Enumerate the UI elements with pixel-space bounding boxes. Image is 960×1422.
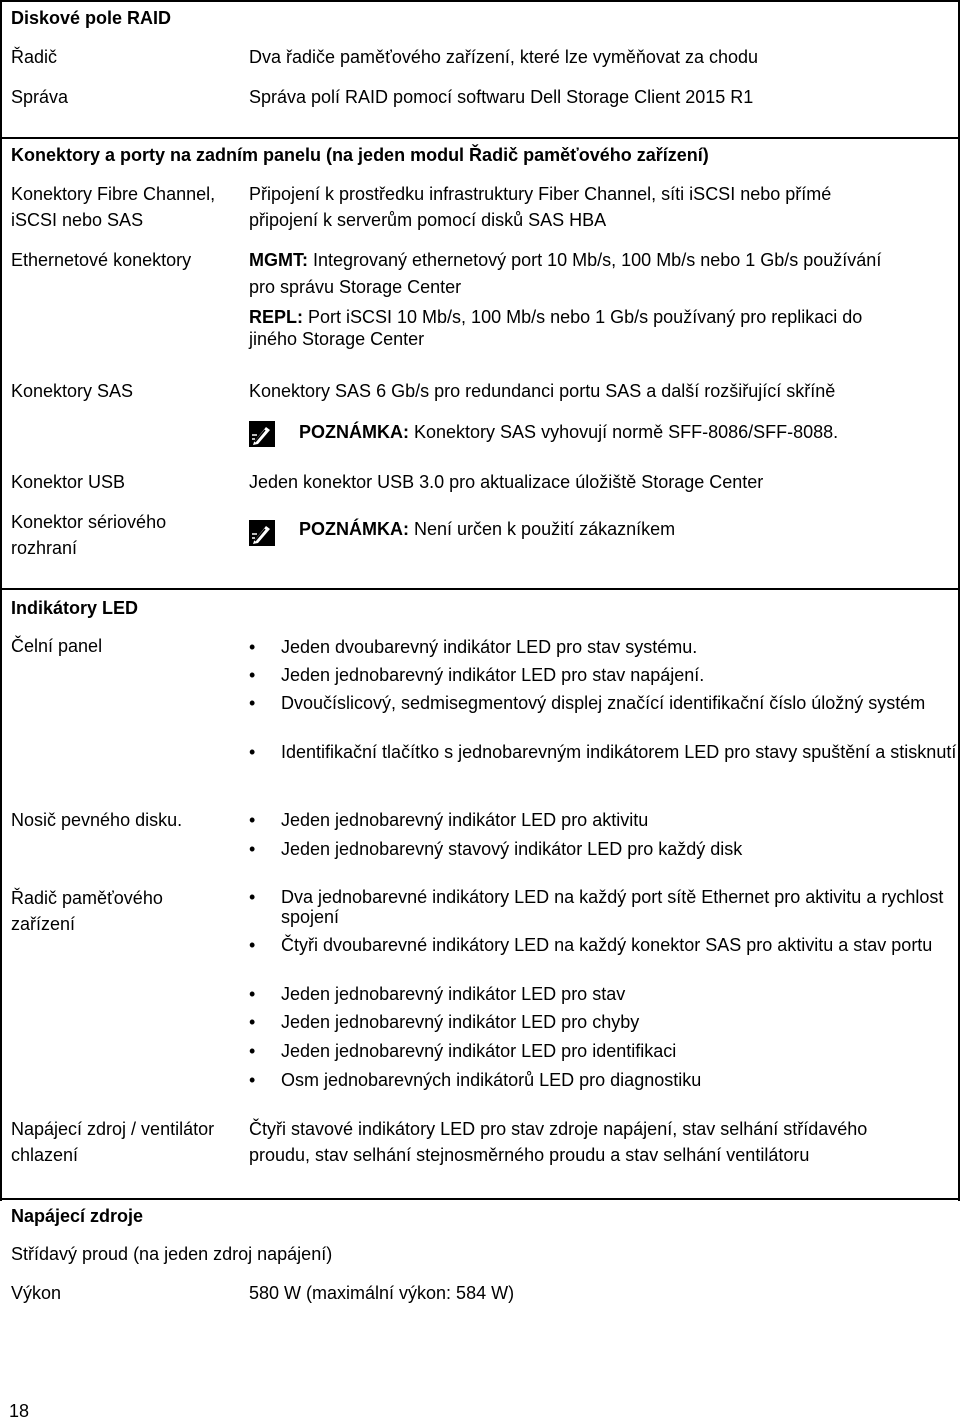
divider [0,0,960,2]
note-sas [299,419,838,445]
row-label-output: Výkon [11,1283,62,1303]
section-title-power: Napájecí zdroje [11,1206,144,1226]
table-left-border [0,0,2,1201]
note-text: Konektory SAS vyhovují normě SFF-8086/SFF-8088. [409,422,839,442]
bullet: • [249,665,256,685]
note-serial [299,516,675,542]
list-item-text: Jeden dvoubarevný indikátor LED pro stav systému. [281,637,698,657]
row-value-repl-2: jiného Storage Center [249,329,425,349]
list-item-text: Dva jednobarevné indikátory LED na každý port sítě Ethernet pro aktivitu a rychlost spojení [281,887,944,927]
list-item-text: Jeden jednobarevný indikátor LED pro chyby [281,1012,640,1032]
note-icon [249,421,275,447]
divider [0,1198,960,1200]
row-label-psu-2: chlazení [11,1145,79,1165]
row-label-controller-led-1: Řadič paměťového [11,888,163,908]
section-title-connectors: Konektory a porty na zadním panelu (na jeden modul Řadič paměťového zařízení) [11,145,709,165]
bullet: • [249,839,256,859]
divider [0,137,960,139]
row-value-mgmt-2: pro správu Storage Center [249,277,462,297]
list-item-text: Jeden jednobarevný indikátor LED pro identifikaci [281,1041,677,1061]
list-item-text: Jeden jednobarevný stavový indikátor LED pro každý disk [281,839,743,859]
row-value-mgmt-1 [249,247,881,273]
row-label-serial-1: Konektor sériového [11,512,167,532]
row-value-management: Správa polí RAID pomocí softwaru Dell Storage Client 2015 R1 [249,87,754,107]
section-title-led: Indikátory LED [11,598,139,618]
list-item-text: Jeden jednobarevný indikátor LED pro stav napájení. [281,665,705,685]
divider [0,588,960,590]
bullet: • [249,1041,256,1061]
row-value-output: 580 W (maximální výkon: 584 W) [249,1283,515,1303]
bullet: • [249,887,256,907]
row-value-usb: Jeden konektor USB 3.0 pro aktualizace úložiště Storage Center [249,472,764,492]
row-value-sas: Konektory SAS 6 Gb/s pro redundanci portu SAS a další rozšiřující skříně [249,381,836,401]
note-key: POZNÁMKA: [299,422,409,442]
bullet: • [249,810,256,830]
mgmt-text: Integrovaný ethernetový port 10 Mb/s, 100 Mb/s nebo 1 Gb/s používání [307,250,882,270]
bullet: • [249,693,256,713]
repl-key: REPL: [249,307,303,327]
bullet: • [249,742,256,762]
section-title-raid: Diskové pole RAID [11,8,172,28]
row-value-fc-1: Připojení k prostředku infrastruktury Fiber Channel, síti iSCSI nebo přímé [249,184,832,204]
row-value-psu-1: Čtyři stavové indikátory LED pro stav zdroje napájení, stav selhání střídavého [249,1119,868,1139]
list-item-text: Čtyři dvoubarevné indikátory LED na každý konektor SAS pro aktivitu a stav portu [281,935,933,955]
row-label-fc-1: Konektory Fibre Channel, [11,184,216,204]
bullet: • [249,637,256,657]
row-label-management: Správa [11,87,69,107]
note-icon [249,520,275,546]
row-value-fc-2: připojení k serverům pomocí disků SAS HBA [249,210,607,230]
row-value-controller: Dva řadiče paměťového zařízení, které lze vyměňovat za chodu [249,47,759,67]
note-text: Není určen k použití zákazníkem [409,519,676,539]
power-subtitle: Střídavý proud (na jeden zdroj napájení) [11,1244,333,1264]
row-value-psu-2: proudu, stav selhání stejnosměrného proudu a stav selhání ventilátoru [249,1145,810,1165]
row-label-serial-2: rozhraní [11,538,78,558]
bullet: • [249,984,256,1004]
row-label-ethernet: Ethernetové konektory [11,250,192,270]
mgmt-key: MGMT: [249,250,308,270]
row-label-psu-1: Napájecí zdroj / ventilátor [11,1119,215,1139]
list-item-text: Osm jednobarevných indikátorů LED pro diagnostiku [281,1070,702,1090]
list-item-text: Identifikační tlačítko s jednobarevným indikátorem LED pro stavy spuštění a stisknutí [281,742,957,762]
list-item-text: Dvoučíslicový, sedmisegmentový displej značící identifikační číslo úložný systém [281,693,926,713]
list-item-text: Jeden jednobarevný indikátor LED pro stav [281,984,626,1004]
row-label-controller: Řadič [11,47,58,67]
page-number: 18 [9,1401,30,1421]
repl-text: Port iSCSI 10 Mb/s, 100 Mb/s nebo 1 Gb/s používaný pro replikaci do [303,307,863,327]
row-label-fc-2: iSCSI nebo SAS [11,210,144,230]
note-key: POZNÁMKA: [299,519,409,539]
bullet: • [249,1012,256,1032]
bullet: • [249,1070,256,1090]
row-label-sas: Konektory SAS [11,381,134,401]
bullet: • [249,935,256,955]
row-label-usb: Konektor USB [11,472,126,492]
row-label-disk-carrier: Nosič pevného disku. [11,810,183,830]
row-label-controller-led-2: zařízení [11,914,76,934]
row-label-front-panel: Čelní panel [11,636,103,656]
list-item-text: Jeden jednobarevný indikátor LED pro aktivitu [281,810,649,830]
